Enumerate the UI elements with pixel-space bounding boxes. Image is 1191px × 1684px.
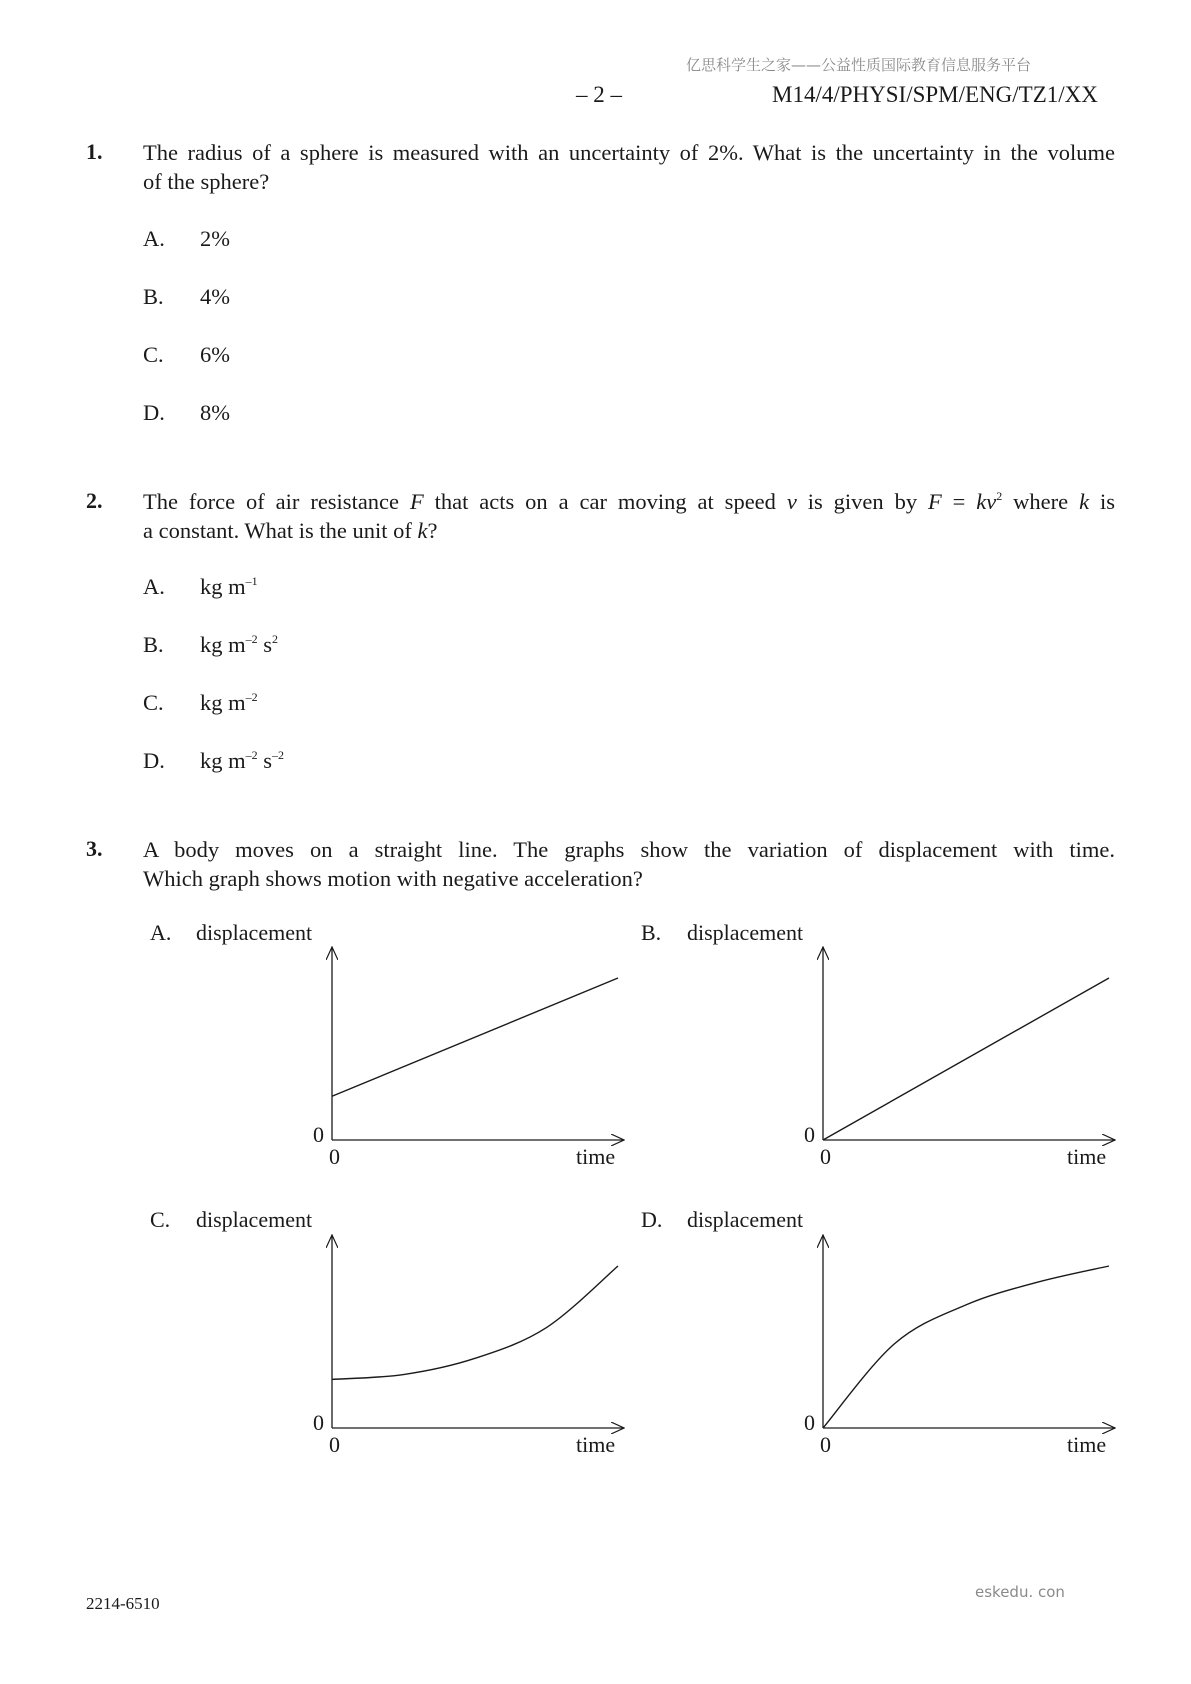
option-value: 2%: [200, 226, 230, 251]
graph-letter: A.: [150, 920, 172, 945]
question-3-line-2: Which graph shows motion with negative acceleration?: [143, 866, 643, 891]
y-origin-label: 0: [313, 1122, 324, 1147]
data-line: [332, 1266, 618, 1379]
option-letter: B.: [143, 284, 164, 309]
option-letter: D.: [143, 748, 165, 773]
question-2-line-1: The force of air resistance F that acts on a car moving at speed v is given by $F = kv^2$ where k is: [143, 489, 1115, 514]
graph-c: [150, 1207, 624, 1457]
question-2-line-2: a constant. What is the unit of k?: [143, 518, 438, 543]
footer-site: eskedu. con: [975, 1583, 1065, 1601]
x-origin-label: 0: [820, 1432, 831, 1457]
option-value: kg $m^{-1}$: [200, 574, 258, 599]
footer-code: 2214-6510: [86, 1594, 160, 1613]
data-line: [332, 978, 618, 1096]
graph-letter: D.: [641, 1207, 663, 1232]
y-axis-label: displacement: [687, 920, 804, 945]
y-origin-label: 0: [313, 1410, 324, 1435]
graph-letter: B.: [641, 920, 662, 945]
y-axis-label: displacement: [196, 1207, 313, 1232]
x-origin-label: 0: [329, 1432, 340, 1457]
data-line: [823, 1266, 1109, 1428]
option-value: 6%: [200, 342, 230, 367]
x-axis-label: time: [576, 1144, 616, 1169]
x-origin-label: 0: [820, 1144, 831, 1169]
y-axis-label: displacement: [687, 1207, 804, 1232]
option-letter: A.: [143, 226, 165, 251]
option-value: kg $m^{-2}$ $s^2$: [200, 632, 279, 657]
page-number: – 2 –: [576, 82, 622, 107]
graph-b: [641, 920, 1115, 1169]
question-2-number: 2.: [86, 488, 103, 513]
option-letter: C.: [143, 690, 164, 715]
y-axis-label: displacement: [196, 920, 313, 945]
x-axis-label: time: [1067, 1144, 1107, 1169]
graph-d: [641, 1207, 1115, 1457]
graph-letter: C.: [150, 1207, 171, 1232]
option-value: 8%: [200, 400, 230, 425]
question-3-line-1: A body moves on a straight line. The graphs show the variation of displacement with time.: [143, 837, 1115, 862]
option-value: kg $m^{-2}$: [200, 690, 258, 715]
question-1-line-2: of the sphere?: [143, 169, 270, 194]
option-letter: B.: [143, 632, 164, 657]
y-origin-label: 0: [804, 1410, 815, 1435]
option-letter: D.: [143, 400, 165, 425]
y-origin-label: 0: [804, 1122, 815, 1147]
graph-a: [150, 920, 624, 1169]
watermark-top: 亿思科学生之家——公益性质国际教育信息服务平台: [686, 56, 1032, 74]
question-1-number: 1.: [86, 139, 103, 164]
x-axis-label: time: [1067, 1432, 1107, 1457]
x-origin-label: 0: [329, 1144, 340, 1169]
option-letter: A.: [143, 574, 165, 599]
data-line: [823, 978, 1109, 1140]
paper-code: M14/4/PHYSI/SPM/ENG/TZ1/XX: [772, 82, 1098, 107]
option-letter: C.: [143, 342, 164, 367]
question-1-line-1: The radius of a sphere is measured with an uncertainty of 2%. What is the uncertainty in the volume: [143, 140, 1115, 165]
question-3-number: 3.: [86, 836, 103, 861]
x-axis-label: time: [576, 1432, 616, 1457]
graphs-layer: [150, 920, 1115, 1457]
option-value: 4%: [200, 284, 230, 309]
option-value: kg $m^{-2}$ $s^{-2}$: [200, 748, 285, 773]
